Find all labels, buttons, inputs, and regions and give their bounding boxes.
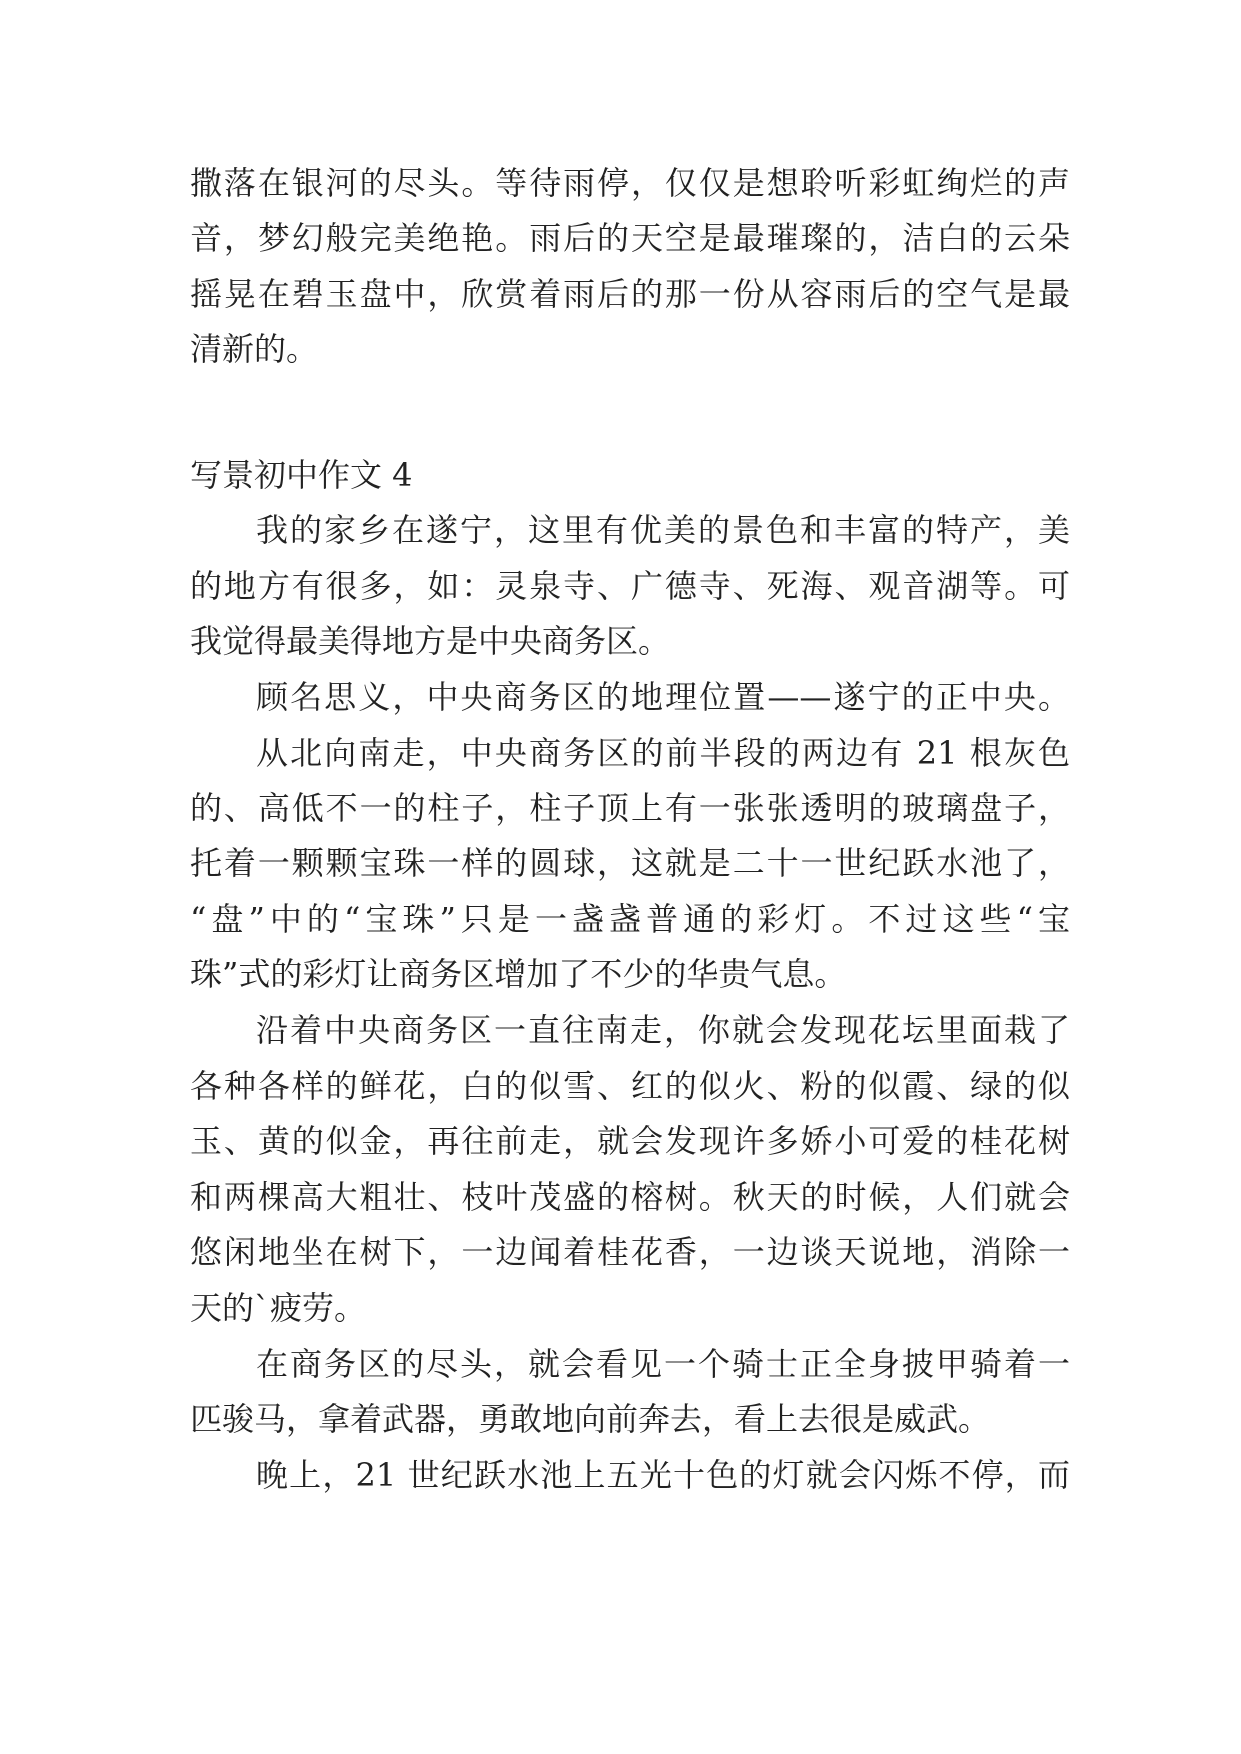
text-line: 各种各样的鲜花，白的似雪、红的似火、粉的似霞、绿的似 [190,1067,1070,1105]
text-line: 在商务区的尽头，就会看见一个骑士正全身披甲骑着一 [256,1345,1070,1383]
section-heading: 写景初中作文 4 [190,456,413,494]
text-line: 顾名思义，中央商务区的地理位置——遂宁的正中央。 [256,678,1070,716]
text-line: 珠”式的彩灯让商务区增加了不少的华贵气息。 [190,955,847,993]
text-line: 清新的。 [190,330,319,368]
text-line: 我觉得最美得地方是中央商务区。 [190,622,671,660]
text-line: 匹骏马，拿着武器，勇敢地向前奔去，看上去很是威武。 [190,1400,991,1438]
text-line: 撒落在银河的尽头。等待雨停，仅仅是想聆听彩虹绚烂的声 [190,164,1070,202]
text-line: 沿着中央商务区一直往南走，你就会发现花坛里面栽了 [256,1011,1070,1049]
text-line: 音，梦幻般完美绝艳。雨后的天空是最璀璨的，洁白的云朵 [190,219,1070,257]
text-line: 和两棵高大粗壮、枝叶茂盛的榕树。秋天的时候，人们就会 [190,1178,1070,1216]
text-line: 晚上，21 世纪跃水池上五光十色的灯就会闪烁不停，而 [256,1456,1070,1494]
text-line: 的地方有很多，如：灵泉寺、广德寺、死海、观音湖等。可 [190,567,1070,605]
text-line: 悠闲地坐在树下，一边闻着桂花香，一边谈天说地，消除一 [190,1233,1070,1271]
text-line: “盘”中的“宝珠”只是一盏盏普通的彩灯。不过这些“宝 [190,900,1070,938]
text-line: 天的`疲劳。 [190,1289,367,1327]
text-line: 玉、黄的似金，再往前走，就会发现许多娇小可爱的桂花树 [190,1122,1070,1160]
text-line: 从北向南走，中央商务区的前半段的两边有 21 根灰色 [256,734,1070,772]
text-line: 我的家乡在遂宁，这里有优美的景色和丰富的特产，美 [256,511,1070,549]
text-line: 摇晃在碧玉盘中，欣赏着雨后的那一份从容雨后的空气是最 [190,275,1070,313]
text-line: 的、高低不一的柱子，柱子顶上有一张张透明的玻璃盘子， [190,789,1070,827]
text-line: 托着一颗颗宝珠一样的圆球，这就是二十一世纪跃水池了， [190,844,1070,882]
